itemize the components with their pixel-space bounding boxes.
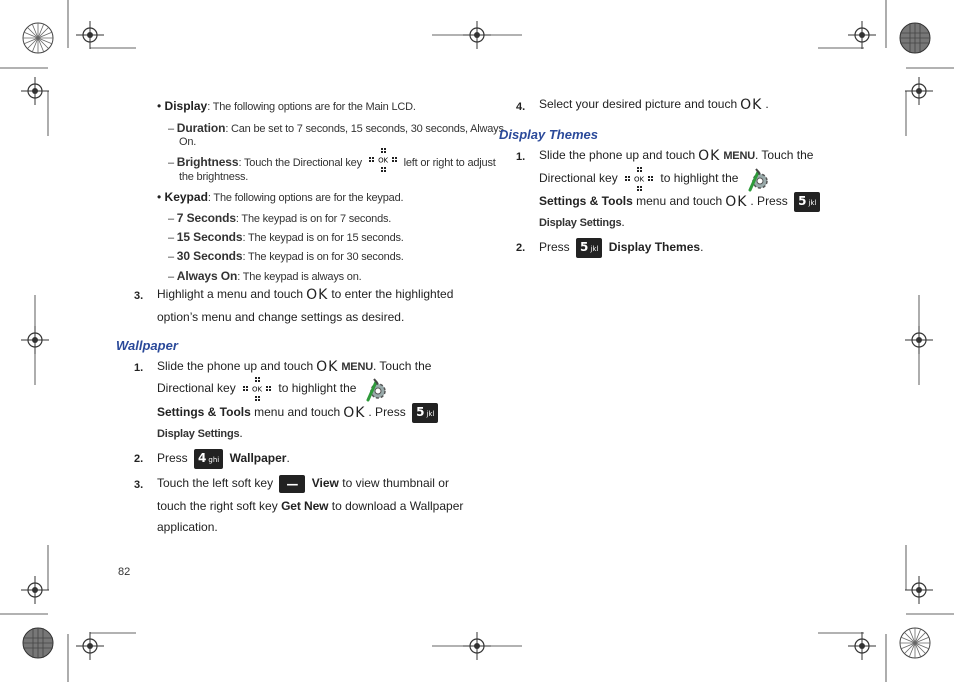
- directional-key-icon: [242, 377, 272, 401]
- ok-key-icon: OK: [698, 148, 721, 164]
- ok-key-icon: OK: [316, 359, 339, 375]
- brightness-item: – Brightness: Touch the Directional key OK left or right to adjust: [168, 154, 496, 172]
- themes-step-1-text: Slide the phone up and touch OK MENU. Touch the: [539, 148, 814, 164]
- svg-text:OK: OK: [377, 156, 388, 165]
- wallpaper-step-1-line3: Settings & Tools menu and touch OK . Press 5 jkl: [157, 403, 441, 423]
- step-3-text: Highlight a menu and touch OK to enter the highlighted: [157, 287, 454, 303]
- step-3-line2: option’s menu and change settings as desired.: [157, 310, 405, 324]
- keypad-15-seconds: – 15 Seconds: The keypad is on for 15 seconds.: [168, 230, 404, 244]
- wallpaper-step-1-number: 1.: [134, 362, 144, 374]
- key-5-icon: 5 jkl: [576, 238, 602, 258]
- key-5-icon: 5 jkl: [794, 192, 820, 212]
- directional-key-icon: [624, 167, 654, 191]
- ok-key-icon: OK: [725, 194, 748, 210]
- themes-step-2-number: 2.: [516, 242, 526, 254]
- themes-step-1-number: 1.: [516, 151, 526, 163]
- display-bullet: • Display: The following options are for the Main LCD.: [157, 99, 416, 113]
- step-3-number: 3.: [134, 290, 144, 302]
- ok-key-icon: OK: [740, 97, 763, 113]
- settings-tools-icon: [364, 376, 388, 402]
- wallpaper-step-3-line2: touch the right soft key Get New to download a Wallpaper: [157, 499, 464, 513]
- wallpaper-heading: Wallpaper: [116, 338, 178, 353]
- svg-text:OK: OK: [251, 385, 263, 394]
- themes-step-1-line3: Settings & Tools menu and touch OK . Press 5 jkl: [539, 192, 823, 212]
- ok-key-icon: OK: [306, 287, 329, 303]
- key-4-icon: 4 ghi: [194, 449, 223, 469]
- themes-step-1-line2: Directional key OK to highlight the: [539, 166, 770, 192]
- display-themes-heading: Display Themes: [499, 127, 598, 142]
- step-4-number: 4.: [516, 101, 526, 113]
- duration-item: – Duration: Can be set to 7 seconds, 15 seconds, 30 seconds, Always: [168, 121, 504, 135]
- svg-text:OK: OK: [633, 175, 645, 184]
- keypad-bullet: • Keypad: The following options are for the keypad.: [157, 190, 404, 204]
- directional-key-icon: [368, 148, 398, 172]
- left-soft-key-icon: —: [279, 475, 305, 493]
- settings-tools-icon: [746, 166, 770, 192]
- step-4-text: Select your desired picture and touch OK .: [539, 97, 769, 113]
- wallpaper-step-2-number: 2.: [134, 453, 144, 465]
- wallpaper-step-1-line2: Directional key OK to highlight the: [157, 376, 388, 402]
- brightness-line2: the brightness.: [179, 171, 249, 183]
- keypad-30-seconds: – 30 Seconds: The keypad is on for 30 seconds.: [168, 249, 404, 263]
- wallpaper-step-3-text: Touch the left soft key — View to view thumbnail or: [157, 476, 449, 491]
- keypad-always-on: – Always On: The keypad is always on.: [168, 269, 362, 283]
- wallpaper-step-1-text: Slide the phone up and touch OK MENU. Touch the: [157, 359, 432, 375]
- themes-step-1-line4: Display Settings.: [539, 215, 625, 229]
- wallpaper-step-3-number: 3.: [134, 479, 144, 491]
- page-number: 82: [118, 566, 131, 578]
- themes-step-2-text: Press 5 jkl Display Themes.: [539, 238, 703, 258]
- duration-line2: On.: [179, 136, 197, 148]
- wallpaper-step-3-line3: application.: [157, 520, 218, 534]
- ok-key-icon: OK: [343, 405, 366, 421]
- key-5-icon: 5 jkl: [412, 403, 438, 423]
- wallpaper-step-2-text: Press 4 ghi Wallpaper.: [157, 449, 290, 469]
- keypad-7-seconds: – 7 Seconds: The keypad is on for 7 seconds.: [168, 211, 392, 225]
- wallpaper-step-1-line4: Display Settings.: [157, 426, 243, 440]
